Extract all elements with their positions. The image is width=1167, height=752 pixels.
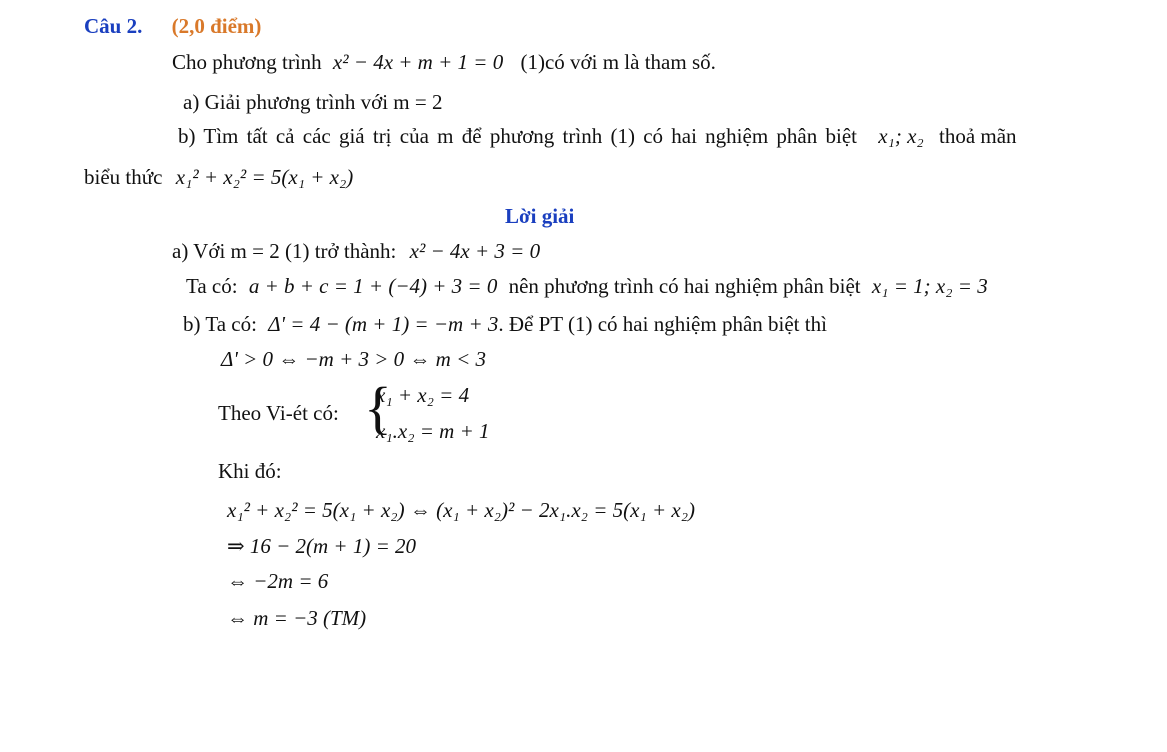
equation-number: (1) <box>520 50 545 74</box>
part-b-line1 <box>178 123 1017 149</box>
vieta-system <box>364 375 524 449</box>
step-3: ⇔ −2m = 6 <box>227 569 329 593</box>
solution-b-delta: Δ' = 4 − (m + 1) = −m + 3 <box>268 312 499 336</box>
vieta-product: x₁.x₂ = m + 1 <box>376 419 490 443</box>
intro-equation: x² − 4x + m + 1 = 0 <box>332 50 504 74</box>
solution-a-equation: x² − 4x + 3 = 0 <box>409 239 541 263</box>
solution-a2-equation: a + b + c = 1 + (−4) + 3 = 0 <box>248 274 498 298</box>
top-crop-mark <box>304 0 309 5</box>
part-a: a) Giải phương trình với m = 2 <box>183 90 443 114</box>
solution-a2-prefix: Ta có: <box>186 274 238 298</box>
part-b-condition: x₁² + x₂² = 5(x₁ + x₂) <box>175 165 354 189</box>
vieta-brace: { <box>364 375 392 440</box>
intro-prefix: Cho phương trình <box>172 50 322 74</box>
khi-do-label: Khi đó: <box>218 459 282 483</box>
part-b-text: b) Tìm tất cả các giá trị của m để phương trình (1) có hai nghiệm phân biệt <box>178 124 857 148</box>
solution-a-line2 <box>186 273 988 299</box>
top-crop-mark <box>408 0 413 5</box>
solution-b-line1 <box>183 311 827 337</box>
solution-b-prefix: b) Ta có: <box>183 312 257 336</box>
solution-b-condition: Δ' > 0 ⇔ −m + 3 > 0 ⇔ m < 3 <box>221 347 487 371</box>
part-b-variables: x₁; x₂ <box>878 124 924 148</box>
part-b-prefix: biểu thức <box>84 165 163 189</box>
solution-a2-mid: nên phương trình có hai nghiệm phân biệt <box>508 274 861 298</box>
solution-heading: Lời giải <box>505 204 575 228</box>
step-2: ⇒ 16 − 2(m + 1) = 20 <box>227 534 417 558</box>
question-header <box>84 13 261 39</box>
question-points: (2,0 điểm) <box>171 14 262 38</box>
solution-a-line1 <box>172 238 540 264</box>
part-b-line2 <box>84 164 353 190</box>
step-4: ⇔ m = −3 (TM) <box>227 606 367 630</box>
part-b-tail: thoả mãn <box>938 124 1017 148</box>
solution-a2-roots: x₁ = 1; x₂ = 3 <box>871 274 988 298</box>
step-1: x₁² + x₂² = 5(x₁ + x₂) ⇔ (x₁ + x₂)² − 2x₁.x₂ = 5(x₁ + x₂) <box>227 498 696 522</box>
question-intro <box>172 49 716 75</box>
vieta-sum: x₁ + x₂ = 4 <box>376 383 470 407</box>
solution-a-prefix: a) Với m = 2 (1) trở thành: <box>172 239 397 263</box>
intro-suffix: có với m là tham số. <box>544 50 716 74</box>
vieta-label: Theo Vi-ét có: <box>218 401 339 425</box>
question-label: Câu 2. <box>84 14 143 38</box>
solution-b-suffix: . Để PT (1) có hai nghiệm phân biệt thì <box>498 312 827 336</box>
